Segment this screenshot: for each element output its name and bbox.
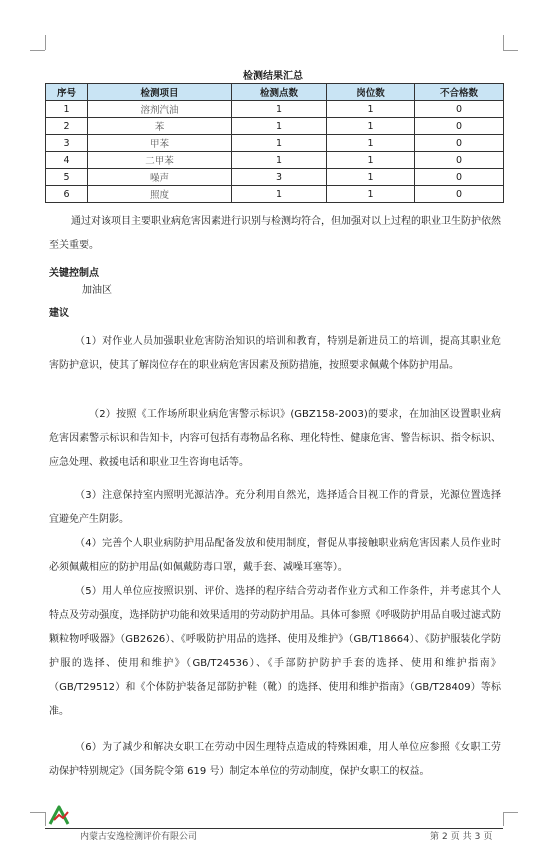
corner-mark-bottom-left xyxy=(45,812,46,826)
table-row xyxy=(46,152,504,169)
key-point-area: 加油区 xyxy=(82,285,112,296)
cell-failures: 0 xyxy=(415,169,504,186)
cell-points: 1 xyxy=(232,186,327,203)
page-total: 3 xyxy=(474,832,481,842)
key-points-heading: 关键控制点 xyxy=(49,268,99,279)
cell-item: 甲苯 xyxy=(88,135,232,152)
cell-failures: 0 xyxy=(415,152,504,169)
cell-item: 照度 xyxy=(88,186,232,203)
cell-item: 二甲苯 xyxy=(88,152,232,169)
page-suffix: 页 xyxy=(483,832,493,842)
cell-failures: 0 xyxy=(415,101,504,118)
corner-mark-bottom-right xyxy=(503,812,518,813)
advice-paragraph-5: （5）用人单位应按照识别、评价、选择的程序结合劳动者作业方式和工作条件，并考虑其个人特点及劳动强度，选择防护功能和效果适用的劳动防护用品。具体可参照《呼吸防护用品自吸过滤式防颗粒物呼吸器》（GB2626）、《呼吸防护用品的选择、使用及维护》（GB/T18664）、《防护服装化学防护服的选择、使用和维护》（GB/T24536）、《手部防护防护手套的选择、使用和维护指南》（GB/T29512）和《个体防护装备足部防护鞋（靴）的选择、使用和维护指南》（GB/T28409）等标准。 xyxy=(49,586,501,717)
cell-item: 苯 xyxy=(88,118,232,135)
table-row xyxy=(46,169,504,186)
cell-posts: 1 xyxy=(327,186,415,203)
corner-mark-top-right xyxy=(503,35,504,50)
advice-paragraph-1: （1）对作业人员加强职业危害防治知识的培训和教育，特别是新进员工的培训，提高其职业危害防护意识，使其了解岗位存在的职业病危害因素及预防措施，按照要求佩戴个体防护用品。 xyxy=(49,336,501,371)
advice-heading: 建议 xyxy=(49,308,69,319)
cell-failures: 0 xyxy=(415,135,504,152)
table-row xyxy=(46,118,504,135)
page-current: 2 xyxy=(442,832,448,842)
header-cell: 检测项目 xyxy=(88,84,232,101)
cell-failures: 0 xyxy=(415,186,504,203)
header-cell: 岗位数 xyxy=(327,84,415,101)
summary-paragraph: 通过对该项目主要职业病危害因素进行识别与检测均符合，但加强对以上过程的职业卫生防护依然至关重要。 xyxy=(49,216,501,251)
results-table xyxy=(45,83,504,203)
cell-item: 溶剂汽油 xyxy=(88,101,232,118)
advice-paragraph-6: （6）为了减少和解决女职工在劳动中因生理特点造成的特殊困难，用人单位应参照《女职工劳动保护特别规定》（国务院令第 619 号）制定本单位的劳动制度，保护女职工的权益。 xyxy=(49,742,501,777)
cell-posts: 1 xyxy=(327,152,415,169)
cell-points: 1 xyxy=(232,135,327,152)
table-row xyxy=(46,101,504,118)
header-cell: 不合格数 xyxy=(415,84,504,101)
corner-mark-top-left xyxy=(30,50,45,51)
advice-paragraph-3: （3）注意保持室内照明光源洁净。充分利用自然光，选择适合目视工作的背景，光源位置选择宜避免产生阴影。 xyxy=(49,490,501,525)
corner-mark-bottom-left xyxy=(30,812,45,813)
cell-posts: 1 xyxy=(327,101,415,118)
table-title: 检测结果汇总 xyxy=(243,71,303,82)
page-prefix: 第 xyxy=(430,832,440,842)
cell-index: 2 xyxy=(46,118,88,135)
cell-item: 噪声 xyxy=(88,169,232,186)
cell-index: 6 xyxy=(46,186,88,203)
cell-index: 1 xyxy=(46,101,88,118)
cell-index: 5 xyxy=(46,169,88,186)
cell-posts: 1 xyxy=(327,118,415,135)
cell-points: 1 xyxy=(232,101,327,118)
cell-failures: 0 xyxy=(415,118,504,135)
company-logo-icon xyxy=(48,804,70,826)
footer-company-name: 内蒙古安逸检测评价有限公司 xyxy=(80,832,198,842)
cell-index: 3 xyxy=(46,135,88,152)
corner-mark-bottom-right xyxy=(503,812,504,826)
cell-posts: 1 xyxy=(327,135,415,152)
page-mid: 页 共 xyxy=(450,832,472,842)
table-row xyxy=(46,186,504,203)
corner-mark-top-right xyxy=(503,50,518,51)
table-row xyxy=(46,135,504,152)
cell-points: 1 xyxy=(232,152,327,169)
footer-page-number xyxy=(430,829,495,842)
cell-points: 1 xyxy=(232,118,327,135)
advice-paragraph-2: （2）按照《工作场所职业病危害警示标识》(GBZ158-2003)的要求，在加油区设置职业病危害因素警示标识和告知卡，内容可包括有毒物品名称、理化特性、健康危害、警告标识、指令标识、应急处理、救援电话和职业卫生咨询电话等。 xyxy=(49,409,501,468)
advice-paragraph-4: （4）完善个人职业病防护用品配备发放和使用制度，督促从事接触职业病危害因素人员作业时必须佩戴相应的防护用品(如佩戴防毒口罩，戴手套、减噪耳塞等）。 xyxy=(49,538,501,573)
header-cell: 检测点数 xyxy=(232,84,327,101)
cell-points: 3 xyxy=(232,169,327,186)
corner-mark-top-left xyxy=(45,35,46,50)
table-header-row xyxy=(46,84,504,101)
cell-posts: 1 xyxy=(327,169,415,186)
cell-index: 4 xyxy=(46,152,88,169)
header-cell: 序号 xyxy=(46,84,88,101)
